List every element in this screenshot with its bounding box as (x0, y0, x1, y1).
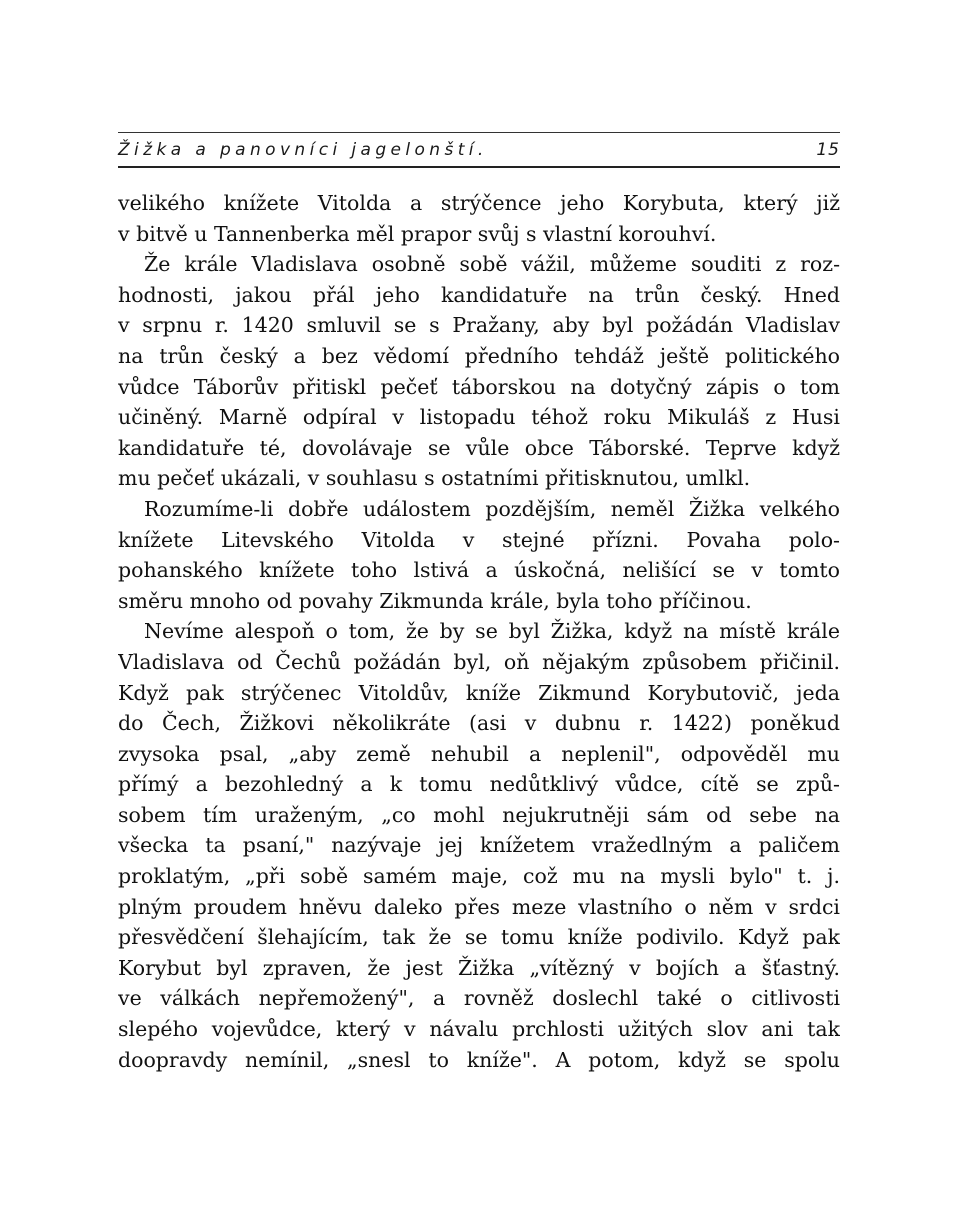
text-line: přesvědčení šlehajícím, tak že se tomu kníže podivilo. Když pak (118, 925, 840, 950)
text-line: Že krále Vladislava osobně sobě vážil, můžeme souditi z roz- (144, 252, 840, 277)
text-line: mu pečeť ukázali, v souhlasu s ostatními přitisknutou, umlkl. (118, 466, 751, 491)
text-line: slepého vojevůdce, který v návalu prchlosti užitých slov ani tak (118, 1017, 840, 1042)
text-line: všecka ta psaní," nazývaje jej knížetem vražedlným a paličem (118, 833, 840, 858)
header-top-rule (118, 132, 840, 133)
text-line: sobem tím uraženým, „co mohl nejukrutněji sám od sebe na (118, 802, 840, 827)
text-line: v bitvě u Tannenberka měl prapor svůj s vlastní korouhví. (118, 221, 717, 246)
text-line: učiněný. Marně odpíral v listopadu téhož roku Mikuláš z Husi (118, 405, 840, 430)
text-line: přímý a bezohledný a k tomu nedůtklivý vůdce, cítě se způ- (118, 772, 840, 797)
text-line: knížete Litevského Vitolda v stejné přízni. Povaha polo- (118, 527, 840, 552)
text-line: Nevíme alespoň o tom, že by se byl Žižka, když na místě krále (144, 619, 840, 644)
text-line: Rozumíme-li dobře událostem pozdějším, neměl Žižka velkého (144, 496, 840, 521)
text-line: velikého knížete Vitolda a strýčence jeho Korybuta, který již (118, 191, 840, 215)
text-line: Vladislava od Čechů požádán byl, oň nějakým způsobem přičinil. (118, 649, 840, 674)
text-line: zvysoka psal, „aby země nehubil a neplenil", odpověděl mu (118, 741, 840, 766)
text-line: plným proudem hněvu daleko přes meze vlastního o něm v srdci (118, 894, 840, 919)
text-line: do Čech, Žižkovi několikráte (asi v dubnu r. 1422) poněkud (118, 711, 840, 736)
running-title: Žižka a panovníci jagelonští. (118, 140, 488, 160)
text-line: směru mnoho od povahy Zikmunda krále, byla toho příčinou. (118, 588, 752, 613)
text-line: pohanského knížete toho lstivá a úskočná, nelišící se v tomto (118, 558, 840, 583)
text-line: doopravdy nemínil, „snesl to kníže". A potom, když se spolu (118, 1047, 840, 1072)
text-line: kandidatuře té, dovolávaje se vůle obce Táborské. Teprve když (118, 435, 840, 460)
text-line: Korybut byl zpraven, že jest Žižka „vítězný v bojích a šťastný. (118, 955, 840, 980)
text-line: proklatým, „při sobě samém maje, což mu na mysli bylo" t. j. (118, 864, 840, 889)
text-line: vůdce Táborův přitiskl pečeť táborskou na dotyčný zápis o tom (118, 374, 840, 399)
body-text (118, 188, 840, 1075)
text-line: na trůn český a bez vědomí předního tehdáž ještě politického (118, 343, 840, 368)
page-number: 15 (816, 140, 840, 160)
text-line: ve válkách nepřemožený", a rovněž doslechl také o citlivosti (118, 986, 840, 1011)
text-line: v srpnu r. 1420 smluvil se s Pražany, aby byl požádán Vladislav (118, 313, 840, 338)
text-line: Když pak strýčenec Vitoldův, kníže Zikmund Korybutovič, jeda (118, 680, 840, 705)
text-line: hodnosti, jakou přál jeho kandidatuře na trůn český. Hned (118, 282, 840, 307)
running-header (118, 140, 840, 166)
header-bottom-rule (118, 166, 840, 168)
